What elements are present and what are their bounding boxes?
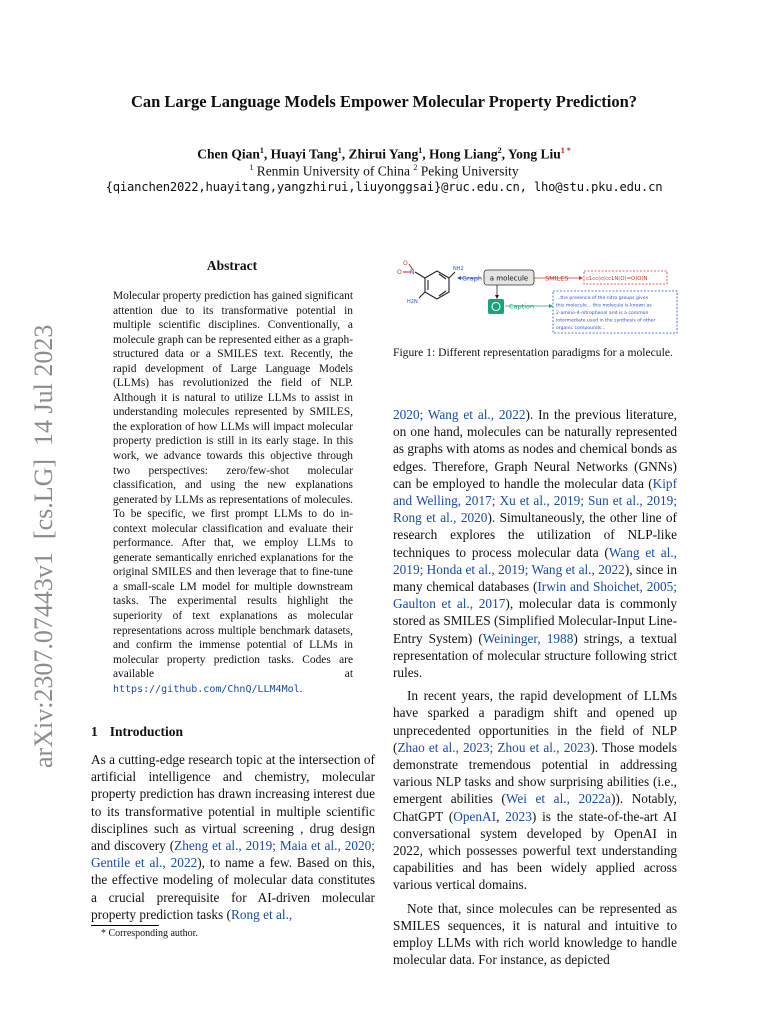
footnote-divider [91,925,159,926]
citation-link[interactable]: Kipf and Welling, 2017; Xu et al., 2019; Sun et al., 2019; Rong et al., 2020 [393,475,677,526]
citation-link[interactable]: Rong et al., [230,906,293,922]
author-mark: 1 [259,146,264,155]
citation-link[interactable]: Wang et al., 2019; Honda et al., 2019; Wang et al., 2022 [393,544,677,577]
body-text: ). In the previous literature, on one hand, molecules can be naturally represented as graphs with atoms as nodes and chemical bonds as edges. Therefore, Graph Neural Networks (GNNs) can be employed to handle the molecular data ( [393,407,677,491]
arrow-head [579,276,583,280]
body-text: In recent years, the rapid development of LLMs have sparked a paradigm shift and opened up unprecedented opportunities in the field of NLP ( [393,688,677,755]
affiliation-mark: 2 [413,163,418,172]
caption-line: intermediate used in the synthesis of other [556,318,656,324]
author-mark: 2 [497,146,502,155]
abstract-body [113,289,353,697]
smiles-label: SMILES [545,274,569,283]
citation-link[interactable]: Irwin and Shoichet, 2005; Gaulton et al., 2017 [393,579,677,612]
atom-label: N [410,269,415,276]
affiliation-mark: 1 [249,163,254,172]
affiliation-name: Renmin University of China [256,163,411,179]
body-text: ), since in many chemical databases ( [393,561,677,595]
body-text: )). Notably, ChatGPT ( [393,791,678,824]
atom-label: H2N [407,299,418,305]
atom-label: O [397,269,402,276]
author-list: Chen Qian$^1$, Huayi Tang$^1$, Zhirui Yang$^1$, Hong Liang$^2$, Yong Liu$^{1 *}$ [197,146,571,162]
caption-line: organic compounds... [556,326,606,331]
citation-link[interactable]: Wei et al., 2022a [505,791,611,807]
body-text: ) strings, a textual representation of molecular structure following strict rules. [393,630,678,681]
atom-label: O [403,260,408,267]
author-name: Yong Liu [507,146,561,162]
figure-caption: Figure 1: Different representation paradigms for a molecule. [393,346,673,359]
author-emails: {qianchen2022,huayitang,yangzhirui,liuyonggsai}@ruc.edu.cn, lho@stu.pku.edu.cn [105,180,663,194]
paragraph [393,406,677,681]
body-text: ), molecular data is commonly stored as SMILES (Simplified Molecular-Input Line-Entry System) ( [393,596,678,646]
abstract-heading: Abstract [206,258,258,273]
intro-paragraph [91,751,375,923]
abstract-end: . [299,682,303,695]
caption-line: ...the presence of the nitro groups gives [556,296,649,301]
figure-representations [393,258,681,338]
arrow-head [549,304,553,308]
author-mark: 1 * [560,146,571,155]
citation-link[interactable]: OpenAI [453,808,497,824]
arxiv-stamp [10,300,66,770]
citation-link[interactable]: Zhao et al., 2023; Zhou et al., 2023 [397,739,591,755]
section-title: Introduction [109,724,184,739]
amine-bond [419,292,425,298]
paragraph [393,687,677,893]
code-link[interactable]: https://github.com/ChnQ/LLM4Mol [113,683,300,695]
benzene-ring [425,271,449,299]
chatgpt-icon [488,299,504,314]
body-text: ) is the state-of-the-art AI conversational system developed by OpenAI in 2022, which possesses powerful text understanding capabilities and has been widely applied across various vertical domains. [393,808,677,893]
citation-link[interactable]: Weininger, 1988 [482,630,574,646]
author-name: Chen Qian [197,146,260,162]
author-name: Huayi Tang [270,146,338,162]
caption-line: this molecule... this molecule is known as [556,303,652,309]
body-text: ), to name a few. Based on this, the effective modeling of molecular data constitutes a crucial prerequisite for AI-driven molecular property prediction tasks ( [91,855,375,922]
paragraph: Note that, since molecules can be represented as SMILES sequences, it is natural and intuitive to employ LLMs with rich world knowledge to handle molecular data. For instance, as depicted [393,900,677,968]
body-text: , [496,808,506,824]
caption-line: 2-amino-4-nitrophenol and is a common [556,311,649,316]
body-text: ). Simultaneously, the other line of research explores the utilization of NLP-like techniques to process molecular data ( [393,510,677,560]
author-name: Zhirui Yang [348,146,419,162]
arxiv-id: arXiv:2307.07443v1 [cs.LG] 14 Jul 2023 [29,324,58,768]
body-text: ). Those models demonstrate tremendous potential in addressing various NLP tasks and show surprising abilities (i.e., emergent abilities ( [393,739,677,807]
citation-link[interactable]: Zheng et al., 2019; Maia et al., 2020; Gentile et al., 2022 [91,838,375,871]
affiliations [60,163,708,180]
caption-label: Caption [509,302,535,311]
section-heading [91,724,195,740]
graph-label: Graph [462,274,482,283]
author-mark: 1 [418,146,423,155]
right-column [393,406,677,975]
amine-bond [449,272,455,278]
citation-link[interactable]: 2023 [505,808,532,824]
arrow-head [457,276,461,280]
footnote: * Corresponding author. [101,928,198,939]
paper-title: Can Large Language Models Empower Molecular Property Prediction? [130,92,638,111]
abstract-text: Molecular property prediction has gained significant attention due to its transformative potential in multiple scientific disciplines. Conventionally, a molecule graph can be represented either as a graph-structured data or a SMILES text. Recently, the rapid development of Large Language Models (LLMs) has revolutionized the field of NLP. Although it is natural to utilize LLMs to assist in understanding molecules represented by SMILES, the exploration of how LLMs will impact molecular property prediction is still in its early stage. In this work, we advance towards this objective through two perspectives: zero/few-shot molecular classification, and using the new explanations generated by LLMs as representations of molecules. To be specific, we first prompt LLMs to do in-context molecular classification and evaluate their performance. After that, we employ LLMs to generate semantically enriched explanations for the original SMILES and then leverage that to fine-tune a small-scale LM model for multiple downstream tasks. The experimental results highlight the superiority of text explanations as molecular representations across multiple benchmark datasets, and confirm the immense potential of LLMs in molecular property prediction tasks. Codes are available at [113,290,353,681]
arrow-head [495,295,499,299]
atom-label: NH2 [453,266,464,272]
author-name: Hong Liang [428,146,498,162]
author-mark: 1 [337,146,342,155]
citation-link[interactable]: 2020; Wang et al., 2022 [393,407,526,422]
body-text: As a cutting-edge research topic at the intersection of artificial intelligence and chemistry, molecular property prediction has drawn increasing interest due to its transformative potential in multiple scientific disciplines such as virtual screening , drug design and discovery ( [91,752,375,854]
nitro-bond [415,272,425,278]
molecule-node-label: a molecule [489,274,529,283]
smiles-string: c1cc(c(cc1N(O)=O)O)N [586,276,648,282]
section-number: 1 [91,724,98,739]
affiliation-name: Peking University [420,163,519,179]
